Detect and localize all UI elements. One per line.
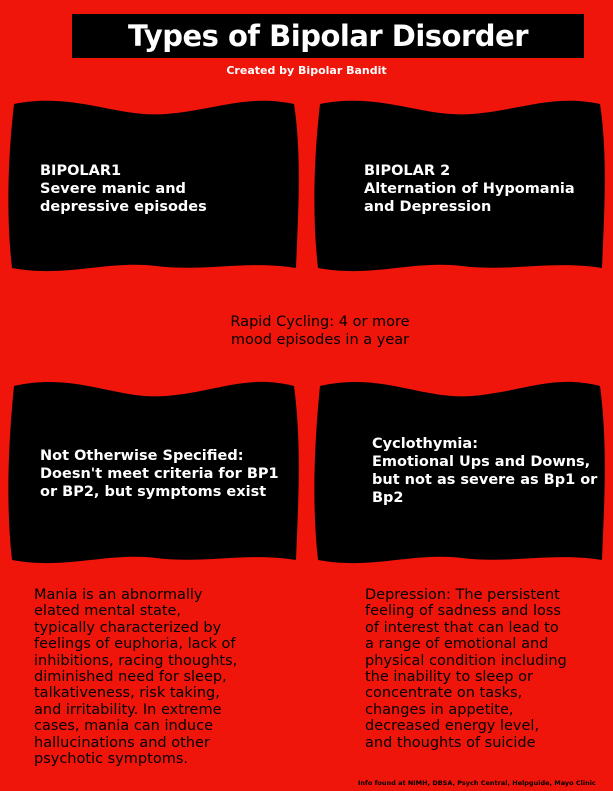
bipolar2-text: BIPOLAR 2 Alternation of Hypomania and Depression [364,163,575,215]
title-banner [72,14,584,58]
sources-footer: Info found at NIMH, DBSA, Psych Central, Helpguide, Mayo Clinic [358,779,596,787]
cyclothymia-text: Cyclothymia: Emotional Ups and Downs, but not as severe as Bp1 or Bp2 [372,436,598,506]
page-title: Types of Bipolar Disorder [127,19,529,53]
nos-text: Not Otherwise Specified: Doesn't meet criteria for BP1 or BP2, but symptoms exist [40,448,279,500]
bipolar2-scroll [312,96,608,276]
credit-line: Created by Bipolar Bandit [226,64,387,77]
depression-description: Depression: The persistent feeling of sadness and loss of interest that can lead to a range of emotional and physical condition including the inability to sleep or concentrate on tasks, changes in appetite, decreased energy level, and thoughts of suicide [365,587,567,751]
rapid-cycling-text: Rapid Cycling: 4 or more mood episodes in a year [230,314,410,348]
bipolar1-text: BIPOLAR1 Severe manic and depressive episodes [40,163,207,215]
mania-description: Mania is an abnormally elated mental state, typically characterized by feelings of euphoria, lack of inhibitions, racing thoughts, diminished need for sleep, talkativeness, risk taking, and irritability. In extreme cases, mania can induce hallucinations and other psychotic symptoms. [34,587,238,768]
cyclothymia-scroll [312,376,608,568]
nos-scroll [6,376,302,568]
bipolar1-scroll [6,96,302,276]
